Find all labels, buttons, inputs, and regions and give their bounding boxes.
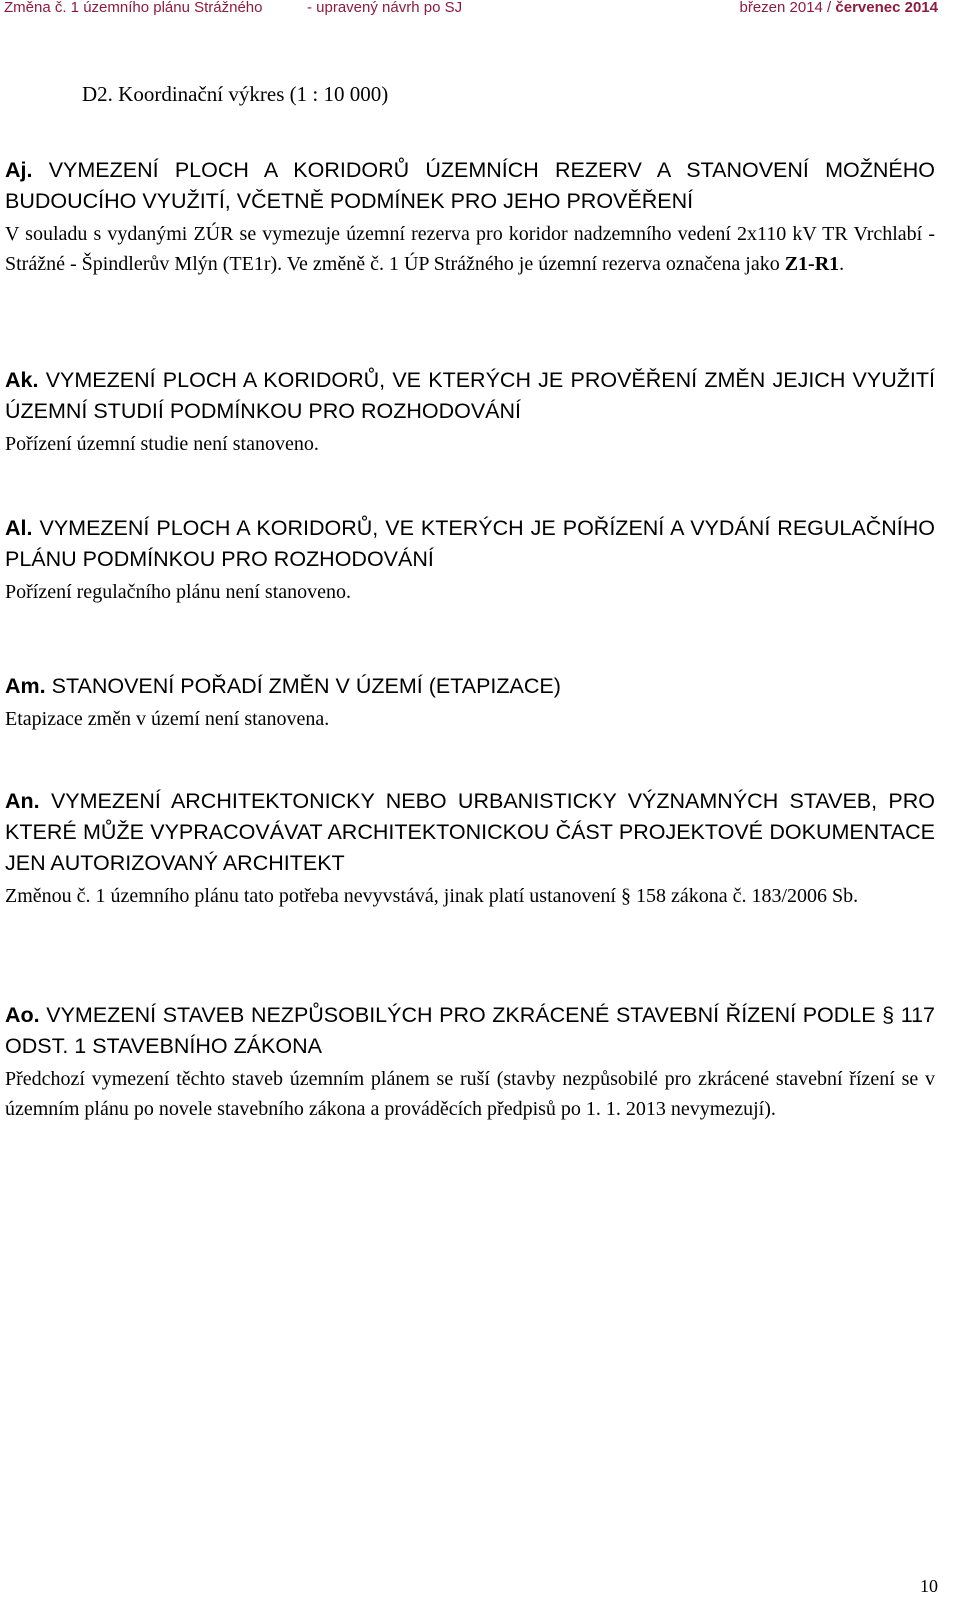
- header-version: - upravený návrh po SJ: [307, 0, 463, 16]
- header-document-title: Změna č. 1 územního plánu Strážného: [4, 0, 263, 16]
- section-body: Etapizace změn v území není stanovena.: [5, 708, 330, 730]
- page-header: [4, 0, 938, 20]
- section-code: Ak.: [5, 368, 39, 392]
- section-title: VYMEZENÍ ARCHITEKTONICKY NEBO URBANISTICKY VÝZNAMNÝCH STAVEB, PRO KTERÉ MŮŽE VYPRACOVÁVAT ARCHITEKTONICKOU ČÁST PROJEKTOVÉ DOKUMENTACE JEN AUTORIZOVANÝ ARCHITEKT: [5, 789, 935, 875]
- section-code: An.: [5, 789, 40, 813]
- section-title: VYMEZENÍ PLOCH A KORIDORŮ, VE KTERÝCH JE POŘÍZENÍ A VYDÁNÍ REGULAČNÍHO PLÁNU PODMÍNKOU PRO ROZHODOVÁNÍ: [5, 516, 935, 571]
- section-heading: [5, 513, 935, 575]
- header-date-first: březen 2014 /: [739, 0, 832, 16]
- section-heading: [5, 155, 935, 217]
- section-heading: [5, 365, 935, 427]
- section-ak: [5, 365, 935, 459]
- section-ao: [5, 1000, 935, 1124]
- section-heading: [5, 786, 935, 879]
- section-title: VYMEZENÍ PLOCH A KORIDORŮ, VE KTERÝCH JE PROVĚŘENÍ ZMĚN JEJICH VYUŽITÍ ÚZEMNÍ STUDIÍ PODMÍNKOU PRO ROZHODOVÁNÍ: [5, 368, 935, 423]
- section-title: VYMEZENÍ PLOCH A KORIDORŮ ÚZEMNÍCH REZERV A STANOVENÍ MOŽNÉHO BUDOUCÍHO VYUŽITÍ, VČETNĚ PODMÍNEK PRO JEHO PROVĚŘENÍ: [5, 158, 935, 213]
- section-code: Aj.: [5, 158, 33, 182]
- section-body: [5, 219, 935, 279]
- section-body: Pořízení územní studie není stanoveno.: [5, 433, 319, 455]
- header-date-second: červenec 2014: [835, 0, 938, 16]
- section-heading: [5, 1000, 935, 1062]
- drawing-reference: D2. Koordinační výkres (1 : 10 000): [82, 82, 389, 106]
- section-title: STANOVENÍ POŘADÍ ZMĚN V ÚZEMÍ (ETAPIZACE): [51, 674, 561, 698]
- section-al: [5, 513, 935, 607]
- section-am: [5, 671, 935, 734]
- section-title: VYMEZENÍ STAVEB NEZPŮSOBILÝCH PRO ZKRÁCENÉ STAVEBNÍ ŘÍZENÍ PODLE § 117 ODST. 1 STAVEBNÍHO ZÁKONA: [5, 1003, 935, 1058]
- section-code: Am.: [5, 674, 46, 698]
- section-body: Předchozí vymezení těchto staveb územním plánem se ruší (stavby nezpůsobilé pro zkrácené stavební řízení se v územním plánu po novele stavebního zákona a prováděcích předpisů po 1. 1. 2013 nevymezují).: [5, 1068, 935, 1120]
- section-an: [5, 786, 935, 911]
- section-code: Ao.: [5, 1003, 40, 1027]
- reserve-code: Z1-R1: [784, 253, 840, 275]
- page-number: 10: [920, 1576, 938, 1596]
- header-date: [739, 0, 938, 16]
- section-body: Pořízení regulačního plánu není stanoveno.: [5, 581, 352, 603]
- section-code: Al.: [5, 516, 33, 540]
- section-aj: [5, 155, 935, 279]
- section-heading: [5, 671, 935, 702]
- section-body: Změnou č. 1 územního plánu tato potřeba nevyvstává, jinak platí ustanovení § 158 zákona č. 183/2006 Sb.: [5, 885, 859, 907]
- body-end: .: [839, 253, 845, 275]
- body-text: V souladu s vydanými ZÚR se vymezuje územní rezerva pro koridor nadzemního vedení 2x110 kV TR Vrchlabí -Strážné - Špindlerův Mlýn (TE1r). Ve změně č. 1 ÚP Strážného je územní rezerva označena jako: [5, 223, 935, 275]
